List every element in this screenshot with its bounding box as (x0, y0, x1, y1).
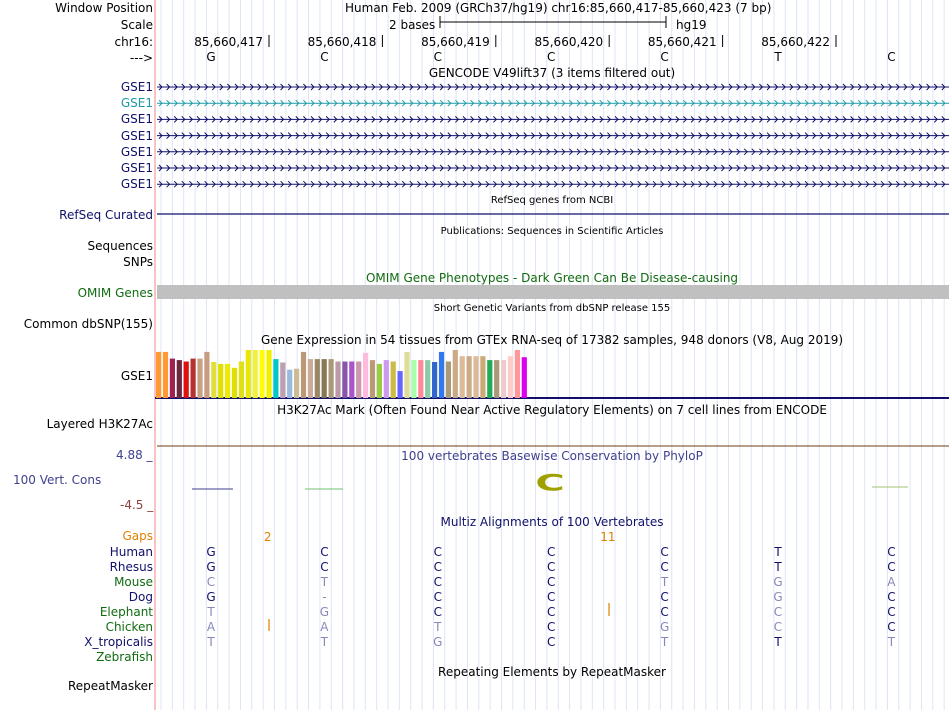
aligned-base: C (433, 545, 442, 559)
gtex-tissue-bar (177, 360, 182, 398)
omim-gene-bar (157, 285, 949, 299)
gtex-tissue-bar (480, 356, 485, 398)
species-label[interactable]: Zebrafish (96, 650, 153, 664)
gtex-tissue-bar (335, 362, 340, 399)
gtex-tissue-bar (439, 352, 444, 398)
aligned-base: C (320, 545, 329, 559)
aligned-base: T (774, 545, 782, 559)
gtex-tissue-bar (225, 364, 230, 398)
gencode-item-label[interactable]: GSE1 (120, 177, 153, 192)
aligned-base: C (887, 620, 896, 634)
scale-db: hg19 (676, 18, 707, 32)
gtex-tissue-bar (156, 352, 161, 398)
aligned-base: T (887, 635, 896, 649)
aligned-base: C (773, 605, 783, 619)
gtex-tissue-bar (377, 364, 382, 398)
aligned-base: T (434, 620, 442, 634)
aligned-base: C (547, 560, 556, 574)
gtex-tissue-bar (453, 350, 458, 398)
gtex-tissue-bar (473, 356, 478, 398)
assembly-position-text: Human Feb. 2009 (GRCh37/hg19) chr16:85,660,417-85,660,423 (7 bp) (345, 1, 772, 15)
position-tick-label: 85,660,418 (307, 35, 377, 49)
aligned-base: C (660, 590, 669, 604)
gtex-tissue-bar (197, 359, 202, 398)
gtex-tissue-bar (322, 359, 327, 398)
multiz-track-title[interactable]: Multiz Alignments of 100 Vertebrates (440, 515, 664, 529)
species-label[interactable]: Rhesus (109, 560, 153, 574)
reference-base: T (774, 50, 782, 64)
aligned-base: T (207, 605, 215, 619)
gencode-item-label[interactable]: GSE1 (120, 128, 153, 143)
gtex-track-title[interactable]: Gene Expression in 54 tissues from GTEx RNA-seq of 17382 samples, 948 donors (V8, Aug 2019) (260, 333, 844, 347)
aligned-base: C (320, 560, 329, 574)
species-label[interactable]: Dog (128, 590, 153, 604)
scale-label: Scale (120, 18, 153, 32)
aligned-base: T (320, 635, 329, 649)
aligned-base: C (547, 635, 556, 649)
gencode-item-label[interactable]: GSE1 (120, 80, 153, 94)
aligned-base: C (887, 545, 896, 559)
snps-track-label[interactable]: SNPs (123, 255, 153, 269)
aligned-base: T (660, 635, 669, 649)
aligned-base: G (773, 575, 783, 589)
aligned-base: C (660, 545, 669, 559)
gtex-tissue-bar (522, 357, 527, 398)
aligned-base: C (547, 590, 556, 604)
gtex-tissue-bar (460, 356, 465, 398)
gencode-item-label[interactable]: GSE1 (120, 161, 153, 175)
gtex-tissue-bar (163, 352, 168, 398)
aligned-base: C (887, 590, 896, 604)
aligned-base: C (660, 560, 669, 574)
aligned-base: C (206, 575, 216, 589)
cons-ymax-label: 4.88 _ (116, 448, 153, 462)
omim-track-label[interactable]: OMIM Genes (77, 286, 153, 300)
gtex-tissue-bar (294, 369, 299, 398)
aligned-base: G (206, 590, 216, 604)
position-tick-label: 85,660,421 (647, 35, 717, 49)
gtex-tissue-bar (211, 362, 216, 398)
gtex-tissue-bar (349, 362, 354, 399)
gtex-tissue-bar (329, 359, 334, 398)
reference-base: C (660, 50, 669, 64)
reference-base: C (433, 50, 442, 64)
gtex-tissue-bar (239, 362, 244, 399)
gtex-tissue-bar (232, 368, 237, 398)
window-position-label: Window Position (55, 1, 153, 15)
gtex-tissue-bar (370, 360, 375, 398)
aligned-base: T (774, 635, 782, 649)
aligned-base: C (887, 605, 896, 619)
aligned-base: - (322, 590, 327, 604)
aligned-base: T (320, 575, 329, 589)
scale-text: 2 bases (389, 18, 436, 32)
species-label[interactable]: X_tropicalis (84, 635, 153, 649)
gtex-tissue-bar (404, 352, 409, 398)
position-tick-label: 85,660,420 (534, 35, 604, 49)
gtex-tissue-bar (315, 359, 320, 398)
gtex-track-label[interactable]: GSE1 (120, 369, 153, 383)
position-tick-label: 85,660,417 (194, 35, 263, 49)
aligned-base: A (320, 620, 329, 634)
aligned-base: C (887, 560, 896, 574)
gap-count: 11 (600, 530, 616, 544)
gtex-tissue-bar (418, 360, 423, 398)
aligned-base: G (659, 620, 670, 634)
gencode-item-label[interactable]: GSE1 (120, 112, 153, 127)
gencode-track-title[interactable]: GENCODE V49lift37 (3 items filtered out) (428, 66, 676, 80)
conservation-logo-base: C (535, 470, 565, 497)
position-tick-label: 85,660,419 (421, 35, 490, 49)
gtex-tissue-bar (246, 350, 251, 398)
aligned-base: C (547, 620, 556, 634)
gaps-label: Gaps (122, 529, 153, 543)
aligned-base: T (660, 575, 669, 589)
omim-track-title[interactable]: OMIM Gene Phenotypes - Dark Green Can Be Disease-causing (365, 271, 739, 285)
gtex-tissue-bar (398, 371, 403, 398)
gtex-tissue-bar (501, 360, 506, 398)
aligned-base: T (207, 635, 215, 649)
h3k27ac-track-title[interactable]: H3K27Ac Mark (Often Found Near Active Regulatory Elements) on 7 cell lines from ENCODE (277, 403, 827, 417)
aligned-base: A (887, 575, 896, 589)
aligned-base: C (433, 605, 442, 619)
gtex-tissue-bar (287, 370, 292, 398)
gtex-tissue-bar (487, 360, 492, 398)
gtex-tissue-bar (425, 360, 430, 398)
aligned-base: G (773, 590, 783, 604)
gtex-tissue-bar (184, 362, 189, 399)
chrom-label: chr16: (114, 35, 153, 49)
position-tick-label: 85,660,422 (761, 35, 830, 49)
aligned-base: C (660, 605, 669, 619)
refseq-track-label[interactable]: RefSeq Curated (59, 208, 153, 222)
gtex-tissue-bar (308, 359, 313, 398)
gencode-item-label[interactable]: GSE1 (120, 96, 153, 111)
sequences-track-title[interactable]: Publications: Sequences in Scientific Articles (440, 226, 664, 237)
aligned-base: G (319, 605, 330, 619)
aligned-base: G (433, 635, 443, 649)
gtex-tissue-bar (432, 362, 437, 398)
aligned-base: A (206, 620, 216, 634)
species-label[interactable]: Chicken (105, 620, 153, 634)
reference-base: C (320, 50, 329, 64)
gtex-tissue-bar (301, 352, 306, 398)
aligned-base: C (547, 605, 556, 619)
gtex-tissue-bar (356, 362, 361, 399)
aligned-base: G (206, 560, 216, 574)
cons-ymin-label: -4.5 _ (120, 498, 154, 512)
gencode-item-label[interactable]: GSE1 (120, 144, 153, 159)
h3k27ac-track-label[interactable]: Layered H3K27Ac (46, 417, 153, 431)
aligned-base: C (433, 590, 442, 604)
gtex-tissue-bar (508, 356, 513, 398)
gtex-tissue-bar (391, 362, 396, 399)
cons-track-label[interactable]: 100 Vert. Cons (13, 473, 102, 487)
species-label[interactable]: Human (109, 545, 153, 559)
species-label[interactable]: Mouse (114, 575, 153, 589)
gtex-tissue-bar (411, 360, 416, 398)
gtex-tissue-bar (260, 350, 265, 398)
aligned-base: T (774, 560, 782, 574)
gtex-tissue-bar (204, 352, 209, 398)
gtex-tissue-bar (446, 362, 451, 399)
aligned-base: C (773, 620, 783, 634)
gtex-tissue-bar (494, 360, 499, 398)
dbsnp-track-label[interactable]: Common dbSNP(155) (23, 317, 153, 331)
cons-track-title[interactable]: 100 vertebrates Basewise Conservation by PhyloP (401, 449, 703, 463)
species-label[interactable]: Elephant (99, 605, 153, 619)
reference-base: G (206, 50, 216, 64)
aligned-base: C (547, 545, 556, 559)
gtex-tissue-bar (363, 353, 368, 398)
gtex-tissue-bar (280, 363, 285, 399)
gtex-tissue-bar (218, 364, 223, 398)
reference-base: C (547, 50, 556, 64)
reference-base: C (887, 50, 896, 64)
sequences-track-label[interactable]: Sequences (87, 239, 153, 253)
strand-label: ---> (129, 51, 153, 65)
gap-count: 2 (263, 530, 272, 544)
gtex-tissue-bar (191, 359, 196, 398)
aligned-base: C (547, 575, 556, 589)
gtex-tissue-bar (266, 350, 271, 398)
repeatmasker-track-title[interactable]: Repeating Elements by RepeatMasker (438, 665, 666, 679)
dbsnp-track-title[interactable]: Short Genetic Variants from dbSNP release 155 (433, 303, 671, 314)
aligned-base: G (206, 545, 216, 559)
gtex-tissue-bar (515, 350, 520, 398)
gtex-tissue-bar (273, 359, 278, 398)
aligned-base: C (433, 560, 442, 574)
gtex-tissue-bar (384, 360, 389, 398)
gtex-tissue-bar (253, 350, 258, 398)
gtex-tissue-bar (467, 356, 472, 398)
repeatmasker-track-label[interactable]: RepeatMasker (67, 679, 153, 693)
aligned-base: C (433, 575, 442, 589)
gtex-tissue-bar (342, 362, 347, 399)
gtex-tissue-bar (170, 359, 175, 398)
refseq-track-title[interactable]: RefSeq genes from NCBI (490, 195, 614, 206)
